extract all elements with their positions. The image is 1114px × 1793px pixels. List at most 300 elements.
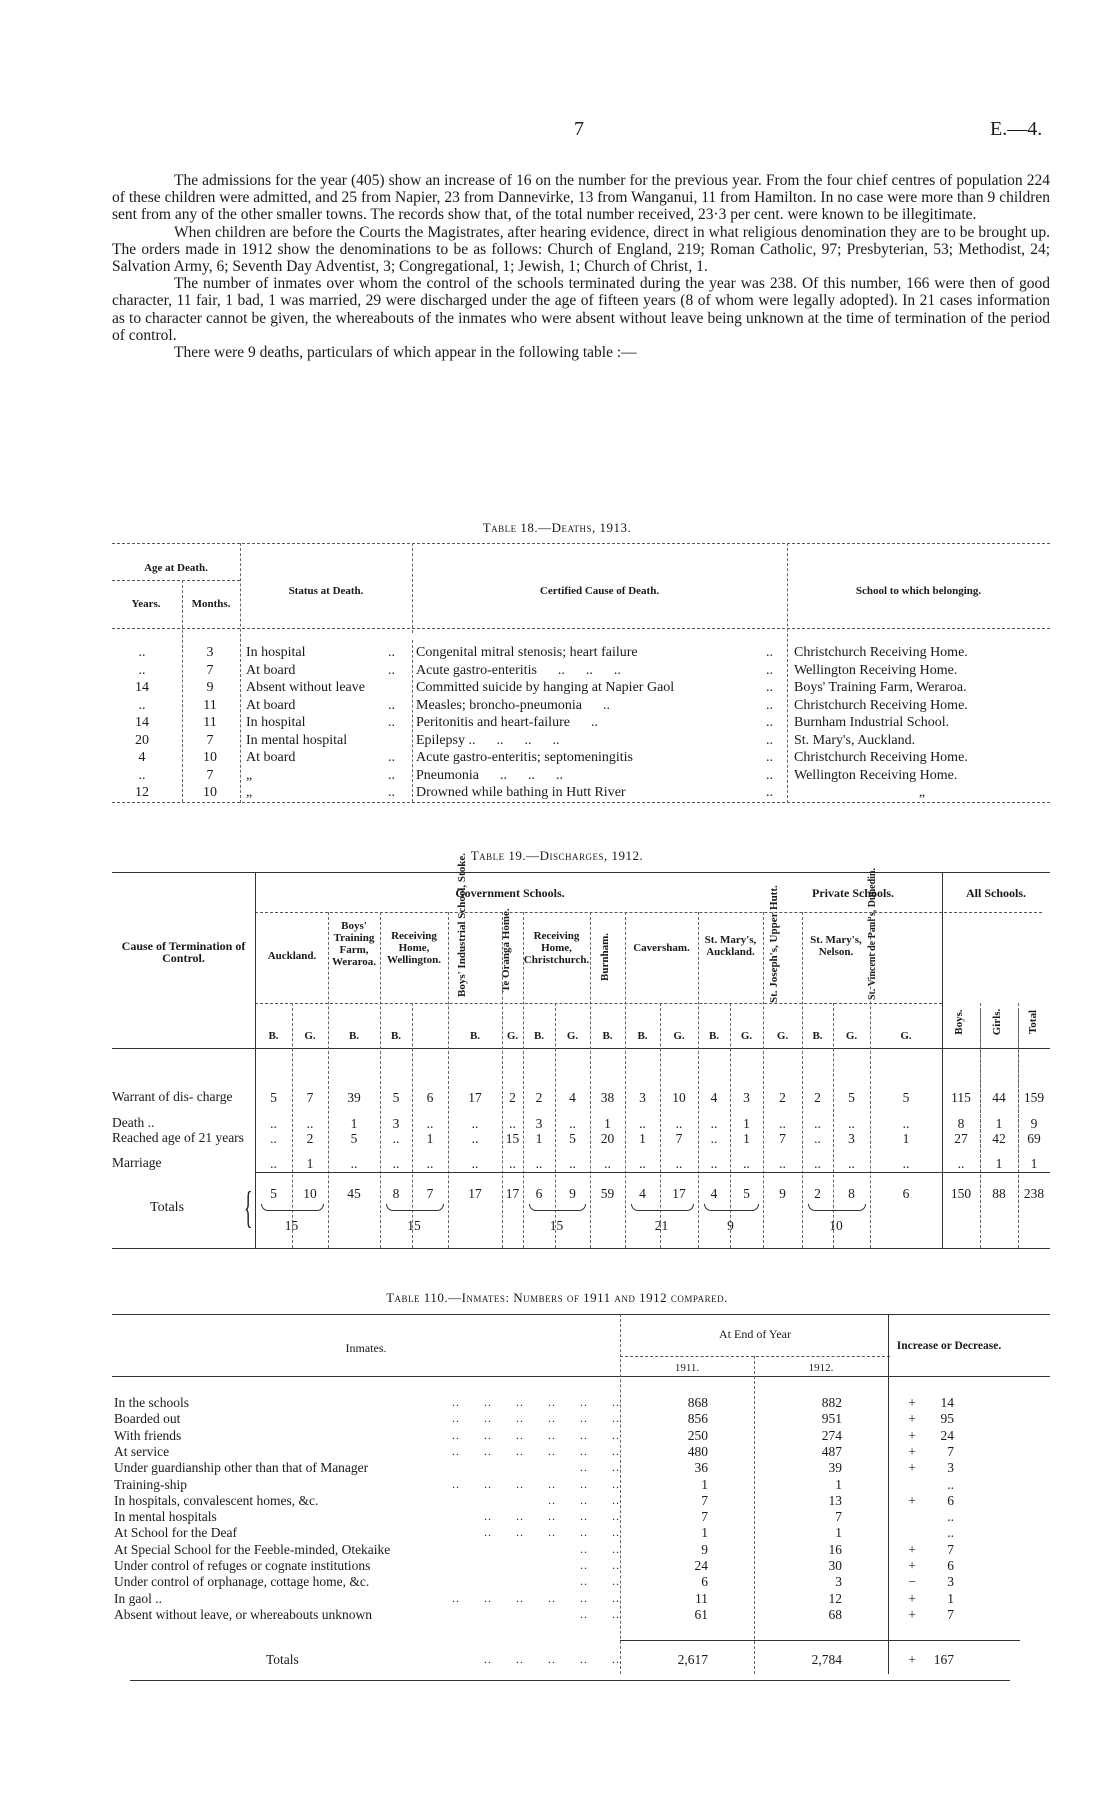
age-years: .. (138, 662, 146, 678)
table-row (112, 680, 1050, 697)
discharge-value: .. (569, 1116, 576, 1131)
total-value: 8 (392, 1186, 400, 1201)
header-auckland: Auckland. (267, 950, 317, 962)
status-at-death: At board (246, 697, 296, 713)
school-name: Wellington Receiving Home. (794, 767, 958, 783)
school-name: Christchurch Receiving Home. (794, 750, 968, 765)
change-value: 6 (947, 1558, 954, 1573)
table19-header-rule (112, 1048, 1050, 1049)
table-row (112, 1444, 1050, 1460)
discharge-value: 3 (848, 1131, 855, 1146)
combined-total: 15 (549, 1218, 564, 1233)
table-row (112, 1591, 1050, 1607)
table-row (112, 1574, 1050, 1590)
cause-label: Warrant of dis- charge (112, 1089, 233, 1104)
table18-top-rule (112, 543, 1050, 544)
discharge-value: 20 (600, 1131, 615, 1146)
discharge-value: .. (426, 1156, 434, 1171)
sex-subheader: G. (566, 1030, 579, 1042)
header-school: School to which belonging. (855, 585, 982, 597)
table-row (112, 715, 1050, 732)
discharge-value: .. (710, 1156, 718, 1171)
value-1912: 3 (835, 1574, 842, 1590)
status-dots: .. (388, 767, 395, 783)
change-sign: + (908, 1590, 916, 1606)
school-name: Boys' Training Farm, Weraroa. (794, 680, 967, 695)
change-sign: + (908, 1492, 916, 1508)
value-1912: 1 (835, 1476, 842, 1492)
discharge-value: .. (535, 1156, 543, 1171)
underbrace-icon (261, 1204, 324, 1211)
status-dots: .. (388, 785, 395, 800)
value-1911: 856 (687, 1411, 708, 1427)
school-name: Wellington Receiving Home. (794, 662, 958, 678)
change-value: 7 (947, 1443, 954, 1459)
sex-subheader: B. (708, 1030, 720, 1042)
table-row (112, 1493, 1050, 1509)
discharge-value: 2 (509, 1090, 516, 1105)
cause-of-death: Peritonitis and heart-failure .. (416, 715, 598, 730)
discharge-value: .. (471, 1156, 479, 1171)
leader-dots: .. .. .. .. .. (484, 1525, 620, 1540)
value-1912: 12 (828, 1590, 842, 1606)
change-value: 7 (947, 1606, 954, 1622)
cause-dots: .. (766, 662, 773, 678)
discharge-value: .. (848, 1156, 855, 1171)
paragraph-deaths-intro: There were 9 deaths, particulars of which appear in the following table :— (174, 344, 637, 362)
discharge-value: 5 (270, 1090, 277, 1105)
status-dots: .. (388, 715, 395, 730)
value-1912: 882 (821, 1395, 842, 1410)
sex-subheader: G. (506, 1030, 519, 1042)
discharge-value: 1 (535, 1131, 543, 1146)
discharge-value: .. (392, 1131, 400, 1146)
underbrace-icon (529, 1204, 586, 1211)
cause-of-death: Drowned while bathing in Hutt River (416, 785, 626, 800)
inmate-category: Training-ship (114, 1476, 188, 1492)
header-st-marys-auckland: St. Mary's, Auckland. (704, 934, 757, 958)
discharge-value: 7 (306, 1090, 314, 1105)
inmate-category: With friends (114, 1427, 182, 1443)
discharge-value: 3 (392, 1116, 400, 1131)
total-value: 6 (535, 1186, 543, 1201)
discharge-value: 9 (1030, 1116, 1038, 1131)
inmate-category: Boarded out (114, 1411, 181, 1427)
discharge-value: .. (902, 1156, 910, 1171)
inmate-category: At Special School for the Feeble-minded, Otekaike (114, 1541, 391, 1557)
discharge-value: 1 (306, 1156, 314, 1171)
cause-of-death: Epilepsy .. .. .. .. (416, 732, 560, 748)
discharge-value: 7 (779, 1131, 786, 1146)
change-sign: + (908, 1427, 916, 1443)
sex-subheader: G. (740, 1030, 753, 1042)
age-months: 3 (206, 645, 214, 660)
total-value: 17 (468, 1186, 482, 1201)
value-1912: 16 (828, 1541, 842, 1557)
discharge-value: .. (779, 1116, 786, 1131)
discharge-value: 2 (814, 1090, 821, 1105)
header-all-schools: All Schools. (965, 886, 1026, 900)
total-change: 167 (933, 1652, 954, 1667)
discharge-value: 1 (604, 1116, 611, 1131)
discharge-value: 5 (392, 1090, 400, 1105)
sex-subheader: B. (469, 1030, 481, 1042)
total-value: 8 (848, 1186, 855, 1201)
total-value: 5 (743, 1186, 750, 1201)
discharge-value: 7 (675, 1131, 683, 1146)
age-months: 9 (206, 680, 214, 695)
page-number: 7 (574, 118, 584, 140)
change-value: 14 (940, 1395, 954, 1410)
value-1912: 13 (828, 1492, 842, 1508)
value-1911: 480 (687, 1443, 708, 1459)
discharge-value: .. (902, 1116, 910, 1131)
leader-dots: .. .. (580, 1460, 620, 1475)
change-value: 24 (940, 1427, 954, 1443)
total-value: 9 (569, 1186, 576, 1201)
body-text (112, 172, 1050, 361)
discharge-value: .. (639, 1156, 646, 1171)
discharge-value: 1 (639, 1131, 646, 1146)
inmate-category: In mental hospitals (114, 1509, 217, 1525)
header-st-marys-nelson: St. Mary's, Nelson. (810, 934, 862, 958)
discharge-value: 39 (347, 1090, 361, 1105)
age-months: 11 (203, 697, 217, 713)
change-value: 3 (947, 1460, 954, 1476)
table110-bottom-rule (130, 1680, 1010, 1681)
header-inmates: Inmates. (345, 1341, 387, 1355)
discharge-value: .. (270, 1156, 277, 1171)
leader-dots: .. .. .. .. .. .. (452, 1411, 620, 1426)
discharge-value: .. (675, 1116, 683, 1131)
table19-caption: Table 19.—Discharges, 1912. (470, 848, 644, 863)
combined-total: 15 (284, 1218, 299, 1233)
sex-subheader: B. (812, 1030, 823, 1042)
discharge-value: .. (814, 1156, 821, 1171)
discharge-value: .. (710, 1131, 718, 1146)
discharge-value: 1 (743, 1116, 750, 1131)
inmate-category: In the schools (114, 1395, 189, 1410)
table19-bottom-rule (112, 1248, 1050, 1249)
table-row (112, 1525, 1050, 1541)
inmate-category: At School for the Deaf (114, 1525, 237, 1541)
header-age-at-death: Age at Death. (144, 562, 208, 574)
table18-header-rule (112, 628, 1050, 629)
table-row (112, 1428, 1050, 1444)
status-dots: .. (388, 697, 395, 713)
cause-of-death: Pneumonia .. .. .. (416, 767, 563, 783)
leader-dots: .. .. (580, 1606, 620, 1621)
totals-label: Totals (266, 1652, 299, 1667)
header-boys: Boys. (953, 1009, 965, 1035)
leader-dots: .. .. .. .. .. .. (452, 1427, 620, 1442)
discharge-value: .. (471, 1116, 479, 1131)
value-1911: 1 (701, 1525, 708, 1541)
discharge-value: 1 (995, 1156, 1003, 1171)
discharge-value: 8 (957, 1116, 965, 1131)
header-stoke: Boys' Industrial School, Stoke. (456, 853, 468, 997)
discharge-value: 44 (992, 1090, 1006, 1105)
table-row (112, 750, 1050, 767)
inmate-category: Under control of refuges or cognate institutions (114, 1558, 371, 1573)
header-weraroa: Boys' Training Farm, Weraroa. (331, 920, 377, 968)
total-value: 59 (600, 1186, 615, 1201)
cause-label: Marriage (112, 1155, 162, 1170)
leader-dots: .. .. .. .. .. .. (452, 1395, 620, 1409)
change-value: .. (947, 1476, 954, 1492)
discharge-value: 5 (569, 1131, 576, 1146)
discharge-value: 15 (505, 1131, 520, 1146)
total-value: 2 (814, 1186, 821, 1201)
discharge-value: 2 (306, 1131, 314, 1146)
value-1911: 868 (687, 1395, 708, 1410)
totals-rule (255, 1172, 1050, 1173)
cause-of-death: Measles; broncho-pneumonia .. (416, 697, 611, 713)
discharge-value: .. (306, 1116, 314, 1131)
header-1911: 1911. (674, 1362, 700, 1374)
cause-dots: .. (766, 697, 773, 713)
age-months: 7 (206, 732, 214, 748)
discharge-value: 159 (1023, 1090, 1045, 1105)
inmate-category: In gaol .. (114, 1590, 162, 1606)
status-at-death: Absent without leave (246, 680, 365, 695)
discharge-value: 1 (1030, 1156, 1038, 1171)
status-at-death: In hospital (246, 645, 306, 660)
school-name: Christchurch Receiving Home. (794, 645, 968, 660)
discharge-value: .. (675, 1156, 683, 1171)
value-1912: 30 (828, 1558, 842, 1573)
header-burnham: Burnham. (599, 933, 611, 981)
value-1912: 68 (828, 1606, 842, 1622)
sex-subheader: G. (845, 1030, 858, 1042)
age-months: 11 (203, 715, 217, 730)
age-years: 14 (135, 715, 149, 730)
leader-dots: .. .. (580, 1558, 620, 1572)
cause-dots: .. (766, 767, 773, 783)
discharge-value: 5 (350, 1131, 358, 1146)
value-1912: 1 (835, 1525, 842, 1541)
sex-subheader: B. (268, 1030, 279, 1042)
value-1912: 39 (828, 1460, 842, 1476)
discharge-value: 2 (535, 1090, 543, 1105)
age-years: .. (138, 767, 146, 783)
table-row (112, 1411, 1050, 1427)
school-name: Burnham Industrial School. (794, 715, 950, 730)
discharge-value: .. (814, 1116, 821, 1131)
table19-top-rule (112, 872, 1050, 873)
totals-label: Totals (150, 1200, 185, 1215)
table-row (112, 1542, 1050, 1558)
discharge-value: .. (350, 1156, 358, 1171)
change-value: .. (947, 1509, 954, 1525)
cause-of-death: Acute gastro-enteritis; septomeningitis (416, 750, 633, 765)
header-caversham: Caversham. (633, 942, 690, 954)
change-sign: + (908, 1606, 916, 1622)
value-1911: 6 (701, 1574, 708, 1590)
value-1911: 36 (694, 1460, 708, 1476)
status-at-death: At board (246, 662, 296, 678)
change-value: .. (947, 1525, 954, 1541)
value-1911: 7 (701, 1509, 708, 1525)
cause-dots: .. (766, 645, 773, 660)
change-sign: + (908, 1652, 916, 1667)
table19-school-rule (255, 1003, 942, 1004)
total-value: 6 (902, 1186, 910, 1201)
header-cause-of-termination: Cause of Termination of Control. (121, 939, 246, 965)
discharge-value: 42 (992, 1131, 1006, 1146)
total-value: 150 (950, 1186, 972, 1201)
discharge-value: 4 (569, 1090, 576, 1105)
total-value: 238 (1023, 1186, 1045, 1201)
header-months: Months. (191, 598, 231, 610)
change-value: 6 (947, 1492, 954, 1508)
header-te-oranga: Te Oranga Home. (500, 908, 512, 992)
header-increase-decrease: Increase or Decrease. (896, 1340, 1002, 1352)
value-1912: 487 (821, 1443, 842, 1459)
sex-subheader: B. (348, 1030, 360, 1042)
value-1911: 61 (694, 1606, 708, 1622)
table-row (112, 1607, 1050, 1623)
discharge-value: .. (710, 1116, 718, 1131)
table18-bottom-rule (112, 802, 1050, 803)
leader-dots: .. .. .. .. .. (484, 1652, 620, 1666)
paragraph-admissions: The admissions for the year (405) show an increase of 16 on the number for the previous year. From the four chief centres of population 224 of these children were admitted, and 25 from Napier, 23 from Dannevirke, 13 from Wanganui, 11 from Hamilton. In no case were more than 9 children sent from any of the other smaller towns. The records show that, of the total number received, 23·3 per cent. were known to be illegitimate. (112, 172, 1050, 224)
table-row (112, 1509, 1050, 1525)
discharge-value: .. (814, 1131, 821, 1146)
discharge-value: 2 (779, 1090, 786, 1105)
total-value: 10 (303, 1186, 317, 1201)
value-1911: 24 (694, 1558, 708, 1573)
paragraph-terminations: The number of inmates over whom the control of the schools terminated during the year was 238. Of this number, 166 were then of good character, 11 fair, 1 bad, 1 was married, 29 were discharged under the age of fifteen years (8 of whom were legally adopted). In 21 cases information as to character cannot be given, the whereabouts of the inmates who were absent without leave being unknown at the time of termination of the period of control. (112, 275, 1050, 344)
table110-totals-rule (620, 1640, 1020, 1641)
age-years: .. (138, 645, 146, 660)
discharge-value: .. (509, 1116, 516, 1131)
age-years: 12 (135, 785, 149, 800)
total-value: 17 (505, 1186, 520, 1201)
discharge-value: .. (779, 1156, 786, 1171)
discharge-value: 38 (600, 1090, 615, 1105)
status-at-death: „ (246, 767, 253, 783)
discharge-value: 5 (848, 1090, 855, 1105)
header-years: Years. (131, 598, 161, 610)
table-row (112, 1558, 1050, 1574)
cause-dots: .. (766, 680, 773, 695)
status-dots: .. (388, 662, 395, 678)
header-status: Status at Death. (288, 585, 364, 597)
discharge-value: .. (569, 1156, 576, 1171)
age-years: 14 (135, 680, 149, 695)
leader-dots: .. .. .. .. .. .. (452, 1590, 620, 1605)
discharge-value: 69 (1027, 1131, 1041, 1146)
age-years: 20 (135, 732, 149, 748)
header-private-schools: Private Schools. (812, 886, 894, 900)
discharge-value: .. (392, 1156, 400, 1171)
table-row (112, 733, 1050, 750)
value-1912: 951 (821, 1411, 842, 1427)
table18-caption: Table 18.—Deaths, 1913. (482, 520, 632, 535)
school-name: St. Mary's, Auckland. (794, 732, 916, 748)
header-total: Total (1027, 1009, 1039, 1035)
cause-of-death: Committed suicide by hanging at Napier Gaol (416, 680, 675, 695)
age-months: 7 (206, 662, 214, 678)
status-at-death: In mental hospital (246, 732, 348, 748)
leader-dots: .. .. .. .. .. (484, 1509, 620, 1524)
discharge-value: .. (270, 1116, 277, 1131)
total-value: 17 (672, 1186, 686, 1201)
total-1911: 2,617 (677, 1652, 708, 1667)
discharge-value: 27 (954, 1131, 968, 1146)
totals-row (112, 1652, 1050, 1668)
sex-subheader: B. (390, 1030, 402, 1042)
status-at-death: In hospital (246, 715, 306, 730)
combined-total: 9 (727, 1218, 734, 1233)
header-wellington: Receiving Home, Wellington. (386, 930, 442, 966)
value-1912: 7 (835, 1509, 842, 1525)
header-end-of-year: At End of Year (719, 1327, 791, 1341)
header-1912: 1912. (808, 1362, 834, 1374)
age-months: 10 (203, 750, 217, 765)
sex-subheader: G. (673, 1030, 685, 1042)
total-value: 5 (270, 1186, 277, 1201)
discharge-value: 115 (951, 1090, 971, 1105)
discharge-value: .. (639, 1116, 646, 1131)
value-1912: 274 (821, 1427, 842, 1443)
leader-dots: .. .. .. .. .. .. (452, 1476, 620, 1491)
change-sign: + (908, 1395, 916, 1410)
discharge-value: 1 (902, 1131, 910, 1146)
change-sign: + (908, 1443, 916, 1459)
table110-top-rule (112, 1314, 1050, 1315)
paragraph-denominations: When children are before the Courts the Magistrates, after hearing evidence, direct in what religious denomination they are to be brought up. The orders made in 1912 show the denominations to be as follows: Church of England, 219; Roman Catholic, 97; Presbyterian, 53; Methodist, 24; Salvation Army, 6; Seventh Day Adventist, 3; Congregational, 1; Jewish, 1; Church of Christ, 1. (112, 223, 1050, 276)
combined-total: 15 (407, 1218, 421, 1233)
discharge-value: .. (270, 1131, 277, 1146)
header-cause: Certified Cause of Death. (539, 585, 660, 597)
status-at-death: At board (246, 750, 296, 765)
table18-age-rule (112, 580, 240, 581)
document-reference: E.—4. (990, 118, 1043, 140)
header-st-josephs: St. Joseph's, Upper Hutt. (768, 885, 780, 1003)
value-1911: 7 (701, 1492, 708, 1508)
table110-header-rule (112, 1376, 1050, 1377)
table-row (112, 1395, 1050, 1411)
discharge-value: .. (509, 1156, 516, 1171)
change-sign: + (908, 1558, 916, 1573)
total-value: 9 (779, 1186, 786, 1201)
school-name: Christchurch Receiving Home. (794, 697, 968, 713)
inmate-category: Absent without leave, or whereabouts unknown (114, 1606, 372, 1622)
sex-subheader: G. (776, 1030, 789, 1042)
discharge-value: 1 (743, 1131, 750, 1146)
inmate-category: Under control of orphanage, cottage home, &c. (114, 1574, 370, 1590)
sex-subheader: G. (304, 1030, 316, 1042)
change-value: 7 (947, 1541, 954, 1557)
cause-label: Reached age of 21 years (112, 1130, 244, 1145)
discharge-value: 6 (426, 1090, 434, 1105)
value-1911: 9 (701, 1541, 708, 1557)
status-dots: .. (388, 750, 395, 765)
discharge-value: 10 (672, 1090, 686, 1105)
table-row (112, 645, 1050, 662)
status-dots: .. (388, 645, 395, 660)
table110-caption: Table 110.—Inmates: Numbers of 1911 and 1912 compared. (386, 1290, 728, 1305)
underbrace-icon (808, 1204, 866, 1211)
total-value: 45 (347, 1186, 361, 1201)
value-1911: 11 (695, 1590, 708, 1606)
underbrace-icon (386, 1204, 444, 1211)
total-value: 88 (992, 1186, 1006, 1201)
inmate-category: In hospitals, convalescent homes, &c. (114, 1492, 319, 1508)
cause-dots: .. (766, 732, 773, 748)
